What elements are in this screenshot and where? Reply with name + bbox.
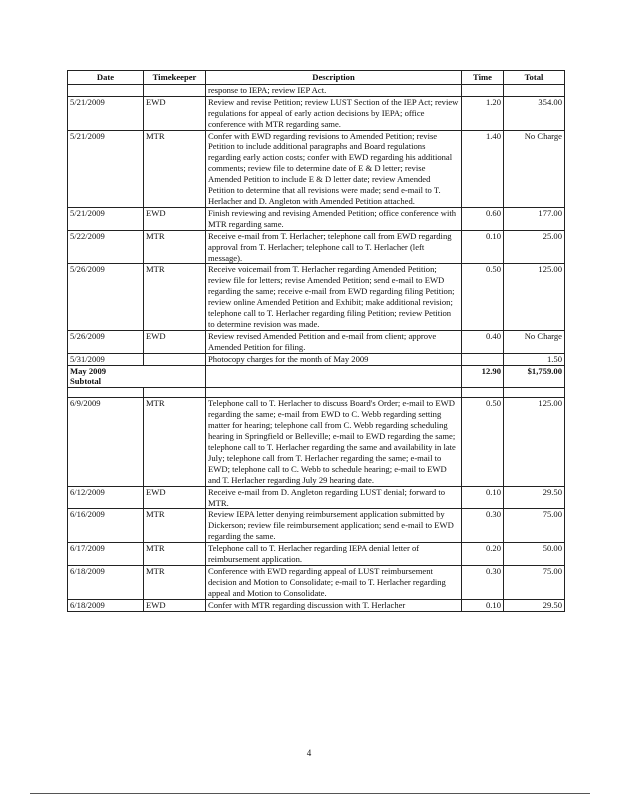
spacer-cell	[206, 388, 462, 398]
footer-rule	[30, 793, 590, 794]
cell-date: 6/16/2009	[68, 509, 144, 543]
continuation-row	[68, 84, 565, 96]
cell-date: 6/12/2009	[68, 486, 144, 509]
cell-total: 75.00	[504, 509, 565, 543]
cell-description: Conference with EWD regarding appeal of LUST reimbursement decision and Motion to Consolidate; e-mail to T. Herlacher regarding appeal and Motion to Consolidate.	[206, 565, 462, 599]
cell-time: 0.60	[462, 207, 504, 230]
spacer-cell	[144, 388, 206, 398]
cell-description: Receive e-mail from D. Angleton regarding LUST denial; forward to MTR.	[206, 486, 462, 509]
cell-timekeeper: MTR	[144, 264, 206, 330]
subtotal-time: 12.90	[462, 365, 504, 388]
table-row	[68, 599, 565, 611]
cell-total	[504, 84, 565, 96]
table-row	[68, 398, 565, 486]
cell-timekeeper: EWD	[144, 330, 206, 353]
billing-table	[67, 70, 565, 612]
cell-total: 354.00	[504, 96, 565, 130]
spacer-cell	[462, 388, 504, 398]
header-timekeeper: Timekeeper	[144, 71, 206, 85]
cell-date: 6/9/2009	[68, 398, 144, 486]
cell-timekeeper: MTR	[144, 565, 206, 599]
cell-time: 0.40	[462, 330, 504, 353]
cell-date: 5/22/2009	[68, 230, 144, 264]
cell-timekeeper: EWD	[144, 599, 206, 611]
table-row	[68, 543, 565, 566]
spacer-row	[68, 388, 565, 398]
cell-time	[462, 84, 504, 96]
cell-timekeeper: EWD	[144, 96, 206, 130]
page-number: 4	[306, 748, 312, 758]
cell-description: Confer with EWD regarding revisions to Amended Petition; revise Petition to include additional paragraphs and Board regulations regarding early action costs; confer with EWD regarding his additional comments; review file to determine date of E & D letter; revise Amended Petition to include E & D letter date; review Amended Petition to determine that all revisions were made; send e-mail to T. Herlacher and D. Angleton with Amended Petition attached.	[206, 130, 462, 207]
cell-timekeeper: EWD	[144, 207, 206, 230]
cell-date	[68, 84, 144, 96]
cell-timekeeper: MTR	[144, 398, 206, 486]
table-row	[68, 207, 565, 230]
cell-description: Finish reviewing and revising Amended Petition; office conference with MTR regarding same.	[206, 207, 462, 230]
cell-date: 5/26/2009	[68, 264, 144, 330]
cell-time: 0.30	[462, 509, 504, 543]
cell-time: 0.50	[462, 264, 504, 330]
table-body-june	[68, 398, 565, 611]
table-row	[68, 509, 565, 543]
cell-timekeeper: MTR	[144, 543, 206, 566]
subtotal-label	[68, 365, 206, 388]
cell-total: 1.50	[504, 353, 565, 365]
cell-timekeeper: MTR	[144, 509, 206, 543]
table-subtotal	[68, 365, 565, 398]
cell-time: 0.30	[462, 565, 504, 599]
cell-total: 125.00	[504, 398, 565, 486]
table-header-row	[68, 71, 565, 85]
cell-total: 25.00	[504, 230, 565, 264]
cell-time	[462, 353, 504, 365]
cell-total: 50.00	[504, 543, 565, 566]
cell-description: Telephone call to T. Herlacher to discuss Board's Order; e-mail to EWD regarding the same; e-mail from EWD to C. Webb regarding setting matter for hearing; telephone call from C. Webb regarding scheduling hearing in Springfield or Belleville; e-mail to EWD regarding the same; telephone call to T. Herlacher regarding the same and availability in late July; telephone call from T. Herlacher regarding the same; e-mail to EWD; telephone call to C. Webb to schedule hearing; e-mail to EWD and T. Herlacher regarding July 29 hearing date.	[206, 398, 462, 486]
header-total: Total	[504, 71, 565, 85]
cell-date: 5/21/2009	[68, 130, 144, 207]
cell-date: 5/21/2009	[68, 207, 144, 230]
table-row	[68, 565, 565, 599]
spacer-cell	[68, 388, 144, 398]
cell-time: 0.10	[462, 230, 504, 264]
table-row	[68, 330, 565, 353]
cell-timekeeper	[144, 353, 206, 365]
cell-date: 6/17/2009	[68, 543, 144, 566]
cell-description: Review IEPA letter denying reimbursement application submitted by Dickerson; review file reimbursement application; send e-mail to EWD regarding the same.	[206, 509, 462, 543]
cell-description: Confer with MTR regarding discussion with T. Herlacher	[206, 599, 462, 611]
table-row	[68, 96, 565, 130]
cell-time: 0.10	[462, 486, 504, 509]
cell-time: 0.20	[462, 543, 504, 566]
cell-time: 0.50	[462, 398, 504, 486]
cell-total: 75.00	[504, 565, 565, 599]
subtotal-row	[68, 365, 565, 388]
header-date: Date	[68, 71, 144, 85]
cell-description: Photocopy charges for the month of May 2009	[206, 353, 462, 365]
cell-date: 5/31/2009	[68, 353, 144, 365]
table-row	[68, 264, 565, 330]
subtotal-label-month: May 2009	[70, 365, 107, 376]
cell-description: Review and revise Petition; review LUST Section of the IEP Act; review regulations for appeal of early action decisions by IEPA; office conference with MTR regarding same.	[206, 96, 462, 130]
subtotal-label-text: Subtotal	[70, 376, 102, 387]
table-row	[68, 130, 565, 207]
spacer-cell	[504, 388, 565, 398]
cell-timekeeper	[144, 84, 206, 96]
cell-date: 5/21/2009	[68, 96, 144, 130]
cell-date: 5/26/2009	[68, 330, 144, 353]
table-row	[68, 486, 565, 509]
cell-date: 6/18/2009	[68, 565, 144, 599]
cell-total: 29.50	[504, 599, 565, 611]
cell-description: Receive voicemail from T. Herlacher regarding Amended Petition; review file for letters; revise Amended Petition; send e-mail to EWD regarding the same; receive e-mail from EWD regarding filing Petition; review online Amended Petition and Exhibit; make additional revision; telephone call to T. Herlacher regarding filing Petition; review Petition to determine revision was made.	[206, 264, 462, 330]
cell-description: Receive e-mail from T. Herlacher; telephone call from EWD regarding approval from T. Herlacher; telephone call to T. Herlacher (left message).	[206, 230, 462, 264]
cell-total: No Charge	[504, 130, 565, 207]
cell-time: 1.40	[462, 130, 504, 207]
cell-date: 6/18/2009	[68, 599, 144, 611]
cell-description: Telephone call to T. Herlacher regarding IEPA denial letter of reimbursement application.	[206, 543, 462, 566]
subtotal-description	[206, 365, 462, 388]
cell-timekeeper: MTR	[144, 130, 206, 207]
cell-timekeeper: MTR	[144, 230, 206, 264]
cell-description: Review revised Amended Petition and e-mail from client; approve Amended Petition for filing.	[206, 330, 462, 353]
cell-total: 125.00	[504, 264, 565, 330]
cell-time: 0.10	[462, 599, 504, 611]
cell-timekeeper: EWD	[144, 486, 206, 509]
cell-total: 177.00	[504, 207, 565, 230]
table-body-may	[68, 84, 565, 365]
subtotal-total: $1,759.00	[504, 365, 565, 388]
table-row	[68, 230, 565, 264]
cell-total: No Charge	[504, 330, 565, 353]
cell-total: 29.50	[504, 486, 565, 509]
cell-time: 1.20	[462, 96, 504, 130]
header-time: Time	[462, 71, 504, 85]
table-row	[68, 353, 565, 365]
cell-description: response to IEPA; review IEP Act.	[206, 84, 462, 96]
header-description: Description	[206, 71, 462, 85]
